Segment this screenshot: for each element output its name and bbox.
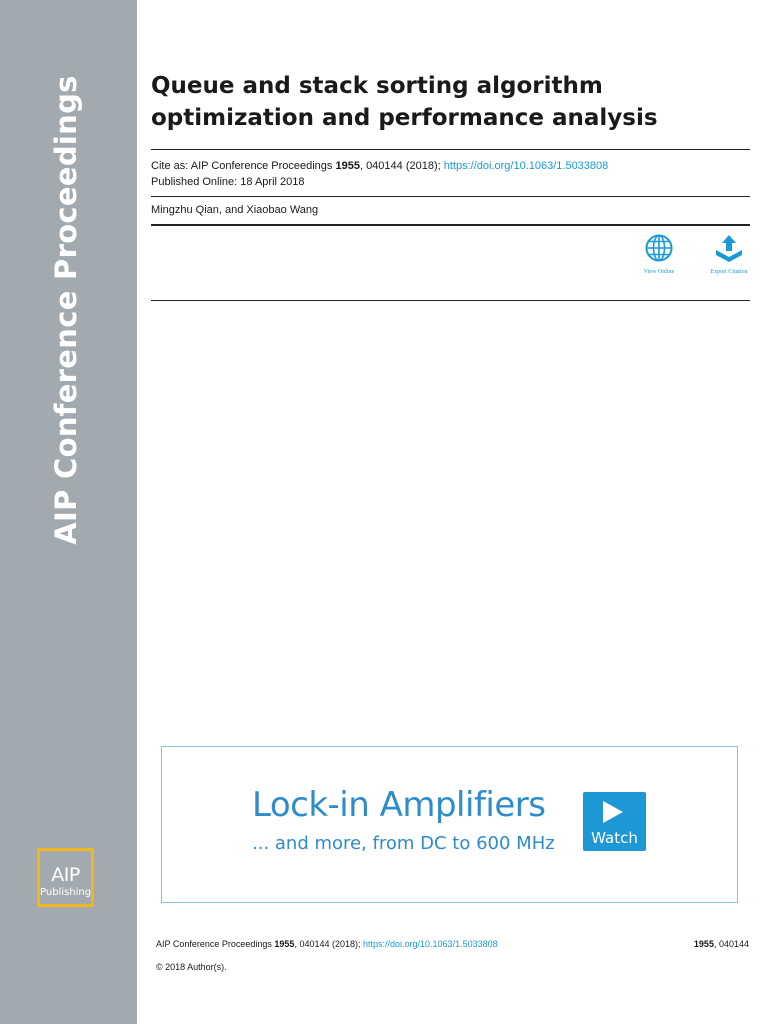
divider [151, 224, 750, 226]
divider [151, 196, 750, 197]
doi-link[interactable]: https://doi.org/10.1063/1.5033808 [443, 160, 609, 172]
export-icon [713, 233, 745, 263]
footer-page-number [694, 938, 749, 950]
footer-doi-link[interactable]: https://doi.org/10.1063/1.5033808 [363, 939, 498, 949]
footer-page-volume: 1955 [693, 939, 714, 949]
divider [151, 300, 750, 301]
watch-label: Watch [591, 829, 638, 847]
cite-volume: 1955 [335, 160, 360, 172]
footer-citation [156, 938, 498, 950]
cite-rest: , 040144 (2018); [359, 160, 444, 172]
footer-volume: 1955 [274, 939, 295, 949]
play-icon [603, 801, 623, 823]
footer-page-rest: , 040144 [713, 939, 749, 949]
aip-publishing-logo[interactable] [37, 848, 94, 907]
article-title: Queue and stack sorting algorithm optimization and performance analysis [151, 73, 658, 131]
divider [151, 149, 750, 150]
citation-line [151, 158, 608, 174]
advertisement-banner[interactable] [161, 746, 738, 903]
journal-title: AIP Conference Proceedings [49, 75, 83, 545]
export-citation-button[interactable] [703, 233, 755, 275]
ad-subline: ... and more, from DC to 600 MHz [252, 833, 555, 854]
published-date: Published Online: 18 April 2018 [151, 176, 305, 188]
ad-headline: Lock-in Amplifiers [252, 785, 546, 825]
copyright: © 2018 Author(s). [156, 962, 227, 972]
footer-cite-rest: , 040144 (2018); [294, 939, 363, 949]
view-online-button[interactable] [633, 233, 685, 275]
cite-prefix: Cite as: AIP Conference Proceedings [151, 160, 336, 172]
sidebar [0, 0, 137, 1024]
export-citation-label: Export Citation [710, 269, 748, 275]
view-online-label: View Online [643, 269, 675, 275]
logo-line2: Publishing [40, 887, 92, 898]
watch-button[interactable] [583, 792, 646, 851]
authors: Mingzhu Qian, and Xiaobao Wang [151, 204, 319, 216]
footer-cite-prefix: AIP Conference Proceedings [156, 939, 275, 949]
globe-icon [644, 233, 674, 263]
logo-line1: AIP [51, 864, 80, 886]
